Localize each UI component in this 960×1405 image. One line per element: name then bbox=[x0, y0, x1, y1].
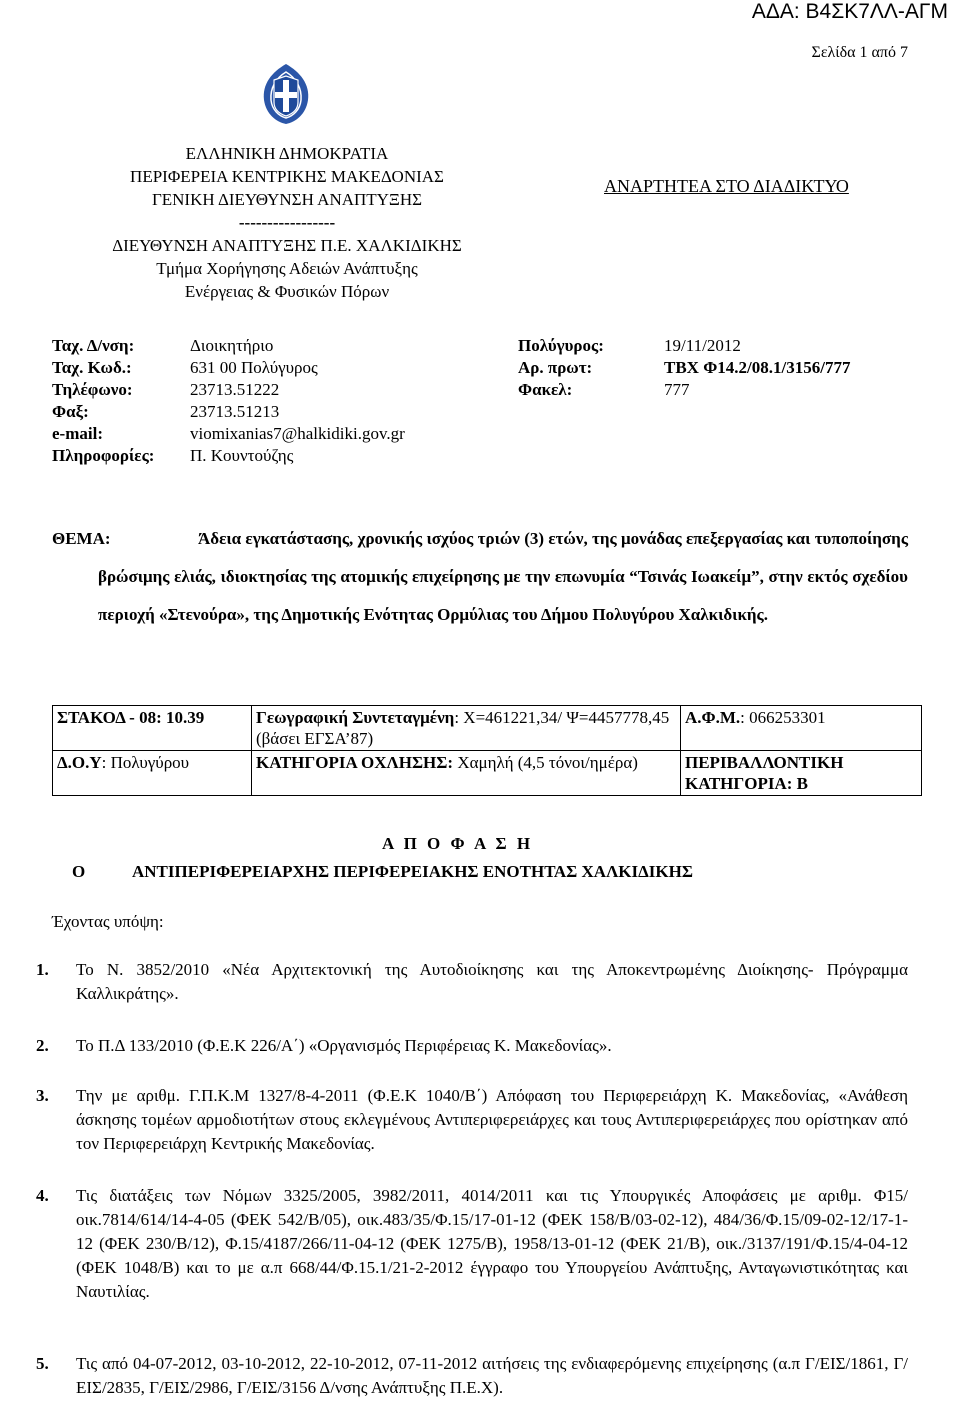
env-label: ΠΕΡΙΒΑΛΛΟΝΤΙΚΗ ΚΑΤΗΓΟΡΙΑ: bbox=[685, 753, 844, 793]
item-text: Το Π.Δ 133/2010 (Φ.Ε.Κ 226/Α΄) «Οργανισμός Περιφέρειας Κ. Μακεδονίας». bbox=[76, 1036, 612, 1055]
place-date-value: 19/11/2012 bbox=[664, 336, 741, 355]
doy-label: Δ.Ο.Υ bbox=[57, 753, 102, 772]
place-label: Πολύγυρος: bbox=[518, 336, 604, 355]
info-label: Πληροφορίες: bbox=[52, 446, 155, 465]
zip-label: Ταχ. Κωδ.: bbox=[52, 358, 132, 377]
item-text: Τις από 04-07-2012, 03-10-2012, 22-10-2012, 07-11-2012 αιτήσεις της ενδιαφερόμενης επιχείρησης (α.π Γ/ΕΙΣ/1861, Γ/ΕΙΣ/2835, Γ/ΕΙΣ/2986, Γ/ΕΙΣ/3156 Δ/νσης Ανάπτυξης Π.Ε.Χ). bbox=[76, 1354, 908, 1397]
item-number: 1. bbox=[36, 960, 49, 979]
afm-value: : 066253301 bbox=[740, 708, 826, 727]
item-number: 5. bbox=[36, 1354, 49, 1373]
greek-coat-of-arms-icon bbox=[254, 62, 318, 126]
page-number: Σελίδα 1 από 7 bbox=[811, 44, 908, 61]
item-number: 2. bbox=[36, 1036, 49, 1055]
info-value: Π. Κουντούζης bbox=[190, 446, 294, 465]
phone-value: 23713.51222 bbox=[190, 380, 280, 399]
afm-cell bbox=[681, 706, 922, 751]
file-label: Φακελ: bbox=[518, 380, 573, 399]
decision-title: Α Π Ο Φ Α Σ Η bbox=[382, 834, 534, 853]
item-number: 4. bbox=[36, 1186, 49, 1205]
stakod-cell: ΣΤΑΚΟΔ - 08: 10.39 bbox=[53, 706, 252, 751]
organization-line-4: ΔΙΕΥΘΥΝΣΗ ΑΝΑΠΤΥΞΗΣ Π.Ε. ΧΑΛΚΙΔΙΚΗΣ bbox=[112, 236, 462, 255]
considering-label: Έχοντας υπόψη: bbox=[52, 912, 164, 931]
address-value: Διοικητήριο bbox=[190, 336, 274, 355]
list-item bbox=[36, 1034, 908, 1058]
zip-value: 631 00 Πολύγυρος bbox=[190, 358, 318, 377]
posting-notice: ΑΝΑΡΤΗΤΕΑ ΣΤΟ ΔΙΑΔΙΚΤΥΟ bbox=[604, 176, 849, 196]
item-text: Τις διατάξεις των Νόμων 3325/2005, 3982/2011, 4014/2011 και τις Υπουργικές Αποφάσεις με αριθμ. Φ15/οικ.7814/614/14-4-05 (ΦΕΚ 542/Β/05), οικ.483/35/Φ.15/17-01-12 (ΦΕΚ 158/Β/03-02-12), 484/36/Φ.15/09-02-12/17-1-12 (ΦΕΚ 230/Β/12), Φ.15/4187/266/11-04-12 (ΦΕΚ 1275/Β), 1958/13-01-12 (ΦΕΚ 21/Β), οικ./3137/191/Φ.15/4-04-12 (ΦΕΚ 1048/Β) και το με α.π 668/44/Φ.15.1/21-2-2012 έγγραφο του Υπουργείου Ανάπτυξης, Ανταγωνιστικότητας και Ναυτιλίας. bbox=[76, 1186, 908, 1301]
doy-cell bbox=[53, 751, 252, 796]
list-item bbox=[36, 1084, 908, 1156]
subject-text: Άδεια εγκατάστασης, χρονικής ισχύος τριών (3) ετών, της μονάδας επεξεργασίας και τυποποίησης βρώσιμης ελιάς, ιδιοκτησίας της ατομικής επιχείρησης με την επωνυμία “Τσινάς Ιωακείμ”, στην εκτός σχεδίου περιοχή «Στενούρα», της Δημοτικής Ενότητας Ορμύλιας του Δήμου Πολυγύρου Χαλκιδικής. bbox=[98, 529, 908, 624]
file-value: 777 bbox=[664, 380, 690, 399]
nuisance-label: ΚΑΤΗΓΟΡΙΑ ΟΧΛΗΣΗΣ: bbox=[256, 753, 454, 772]
protocol-value: ΤΒΧ Φ14.2/08.1/3156/777 bbox=[664, 358, 851, 377]
organization-line-5: Τμήμα Χορήγησης Αδειών Ανάπτυξης bbox=[156, 259, 418, 278]
item-text: Το Ν. 3852/2010 «Νέα Αρχιτεκτονική της Αυτοδιοίκησης και της Αποκεντρωμένης Διοίκησης- Πρόγραμμα Καλλικράτης». bbox=[76, 960, 908, 1003]
doy-value: : Πολυγύρου bbox=[101, 753, 190, 772]
organization-line-2: ΠΕΡΙΦΕΡΕΙΑ ΚΕΝΤΡΙΚΗΣ ΜΑΚΕΔΟΝΙΑΣ bbox=[130, 167, 444, 186]
organization-separator: ----------------- bbox=[238, 213, 336, 232]
organization-line-6: Ενέργειας & Φυσικών Πόρων bbox=[184, 282, 390, 301]
email-value[interactable]: viomixanias7@halkidiki.gov.gr bbox=[190, 424, 405, 443]
contact-table bbox=[52, 336, 850, 468]
phone-label: Τηλέφωνο: bbox=[52, 380, 133, 399]
nuisance-cell bbox=[252, 751, 681, 796]
env-cell bbox=[681, 751, 922, 796]
protocol-label: Αρ. πρωτ: bbox=[518, 358, 593, 377]
fax-value: 23713.51213 bbox=[190, 402, 280, 421]
details-table bbox=[52, 705, 922, 796]
afm-label: Α.Φ.Μ. bbox=[685, 708, 741, 727]
geo-label: Γεωγραφική Συντεταγμένη bbox=[256, 708, 455, 727]
decision-subtitle: ΑΝΤΙΠΕΡΙΦΕΡΕΙΑΡΧΗΣ ΠΕΡΙΦΕΡΕΙΑΚΗΣ ΕΝΟΤΗΤΑΣ ΧΑΛΚΙΔΙΚΗΣ bbox=[132, 862, 693, 881]
list-item bbox=[36, 1352, 908, 1400]
item-text: Την με αριθμ. Γ.Π.Κ.Μ 1327/8-4-2011 (Φ.Ε.Κ 1040/Β΄) Απόφαση του Περιφερειάρχη Κ. Μακεδονίας, «Ανάθεση άσκησης τομέων αρμοδιοτήτων στους εκλεγμένους Αντιπεριφερειάρχες και τους Αντιπεριφερειάρχες που ορίστηκαν από τον Περιφερειάρχη Κεντρικής Μακεδονίας. bbox=[76, 1086, 908, 1153]
list-item bbox=[36, 1184, 908, 1304]
env-value: Β bbox=[792, 774, 808, 793]
list-item bbox=[36, 958, 908, 1006]
decision-article: Ο bbox=[72, 862, 86, 881]
email-label: e-mail: bbox=[52, 424, 103, 443]
organization-line-1: ΕΛΛΗΝΙΚΗ ΔΗΜΟΚΡΑΤΙΑ bbox=[185, 144, 389, 163]
fax-label: Φαξ: bbox=[52, 402, 89, 421]
subject-label: ΘΕΜΑ: bbox=[52, 529, 111, 548]
ada-code: ΑΔΑ: Β4ΣΚ7ΛΛ-ΑΓΜ bbox=[751, 0, 948, 23]
address-label: Ταχ. Δ/νση: bbox=[52, 336, 135, 355]
item-number: 3. bbox=[36, 1086, 49, 1105]
nuisance-value: Χαμηλή (4,5 τόνοι/ημέρα) bbox=[453, 753, 638, 772]
geo-cell bbox=[252, 706, 681, 751]
geo-value: : Χ=461221,34/ Ψ=4457778,45 (βάσει ΕΓΣΑ’87) bbox=[256, 708, 670, 748]
organization-line-3: ΓΕΝΙΚΗ ΔΙΕΥΘΥΝΣΗ ΑΝΑΠΤΥΞΗΣ bbox=[151, 190, 423, 209]
